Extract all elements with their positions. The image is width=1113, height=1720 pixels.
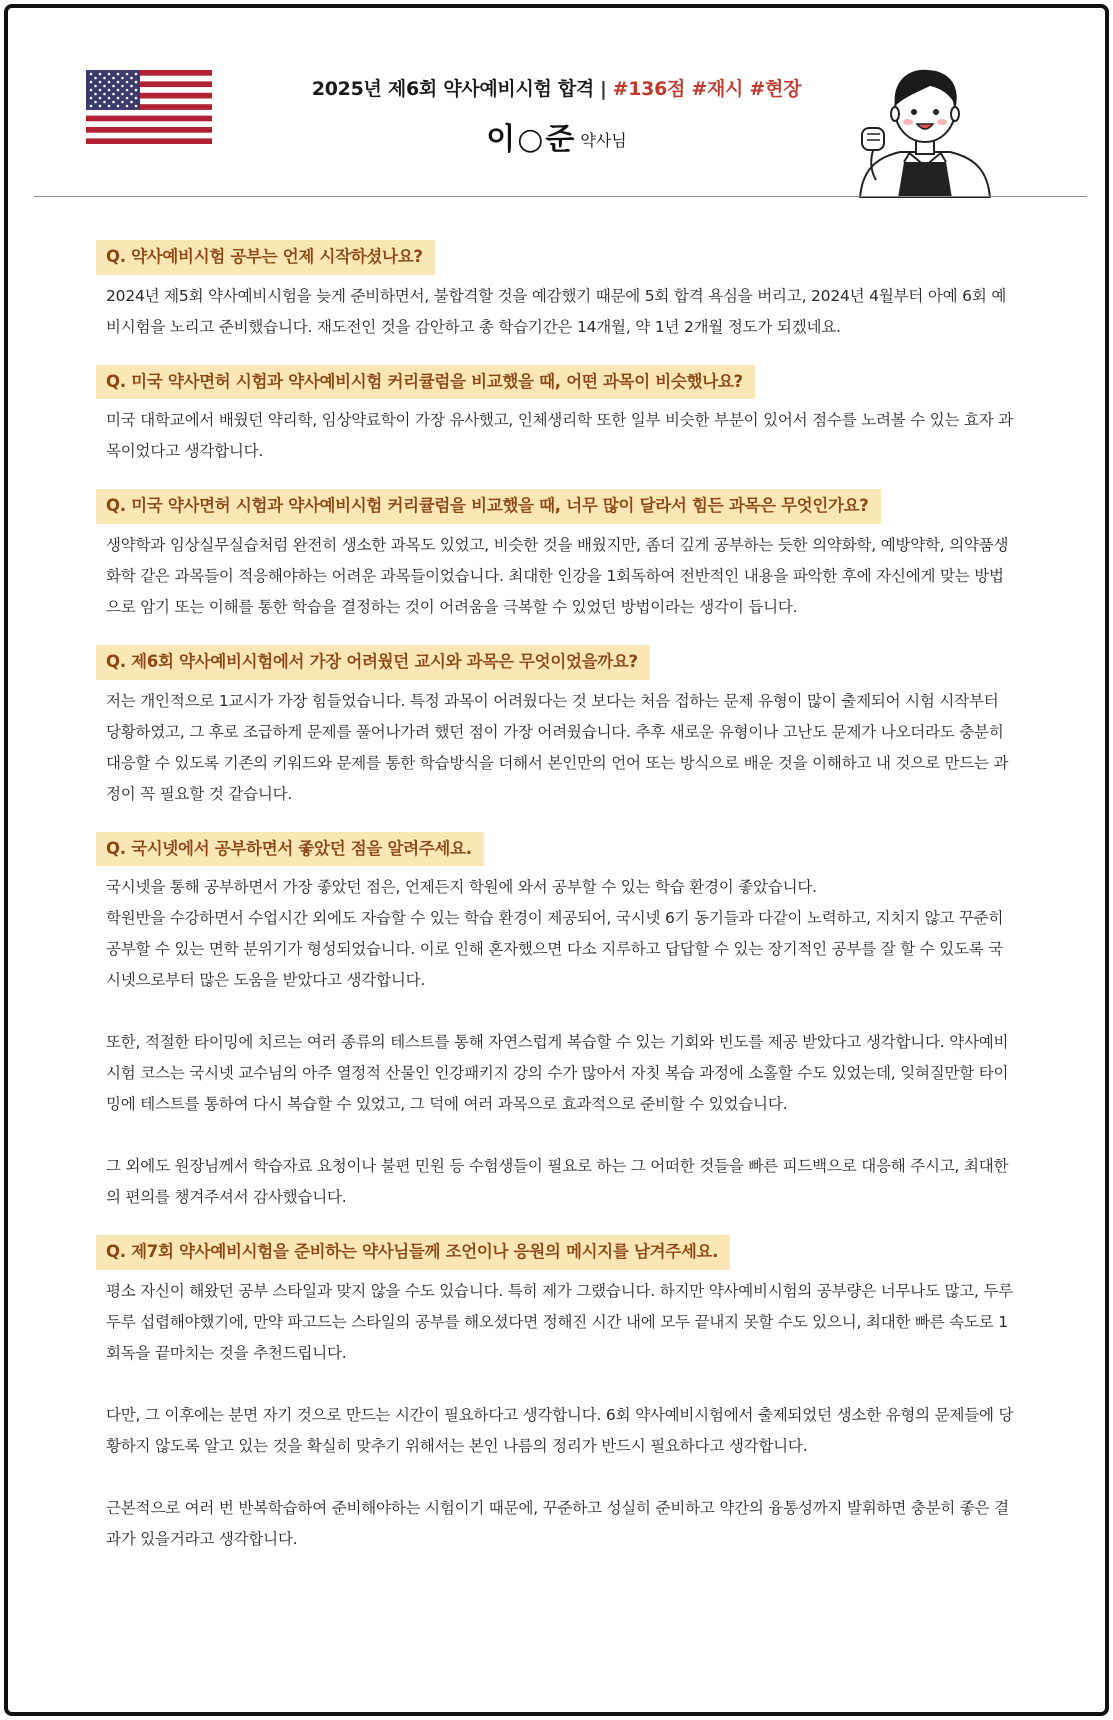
question-heading: Q. 약사예비시험 공부는 언제 시작하셨나요? [96, 240, 435, 275]
answer-paragraph: 그 외에도 원장님께서 학습자료 요청이나 불편 민원 등 수험생들이 필요로 하는 그 어떠한 것들을 빠른 피드백으로 대응해 주시고, 최대한의 편의를 챙겨주셔서 감사했습니다. [106, 1157, 1009, 1207]
title-tags: #136점 #재시 #현장 [612, 78, 802, 100]
answer-paragraph: 다만, 그 이후에는 분면 자기 것으로 만드는 시간이 필요하다고 생각합니다. 6회 약사예비시험에서 출제되었던 생소한 유형의 문제들에 당황하지 않도록 알고 있는 것을 확실히 맞추기 위해서는 본인 나름의 정리가 반드시 필요하다고 생각합니다. [106, 1405, 1014, 1455]
answer-paragraph: 평소 자신이 해왔던 공부 스타일과 맞지 않을 수도 있습니다. 특히 제가 그랬습니다. 하지만 약사예비시험의 공부량은 너무나도 많고, 두루두루 섭렵해야했기에, 만약 파고드는 스타일의 공부를 해오셨다면 정해진 시간 내에 모두 끝내지 못할 수도 있으니, 최대한 빠른 속도로 1회독을 끝마치는 것을 추천드립니다. [106, 1281, 1014, 1362]
answer-paragraph: 저는 개인적으로 1교시가 가장 힘들었습니다. 특정 과목이 어려웠다는 것 보다는 처음 접하는 문제 유형이 많이 출제되어 시험 시작부터 당황하였고, 그 후로 조급하게 문제를 풀어나가려 했던 점이 가장 어려웠습니다. 추후 새로운 유형이나 고난도 문제가 나오더라도 충분히 대응할 수 있도록 기존의 키워드와 문제를 통한 학습방식을 더해서 본인만의 언어 또는 방식으로 배운 것을 이해하고 내 것으로 만드는 과정이 꼭 필요할 것 같습니다. [106, 691, 1009, 803]
qa-item [106, 645, 1016, 810]
answer-paragraph: 생약학과 임상실무실습처럼 완전히 생소한 과목도 있었고, 비슷한 것을 배웠지만, 좀더 깊게 공부하는 듯한 의약화학, 예방약학, 의약품생화학 같은 과목들이 적응해야하는 어려운 과목들이었습니다. 최대한 인강을 1회독하여 전반적인 내용을 파악한 후에 자신에게 맞는 방법으로 암기 또는 이해를 통한 학습을 결정하는 것이 어려움을 극복할 수 있었던 방법이라는 생각이 듭니다. [106, 535, 1009, 616]
qa-item [106, 240, 1016, 343]
header-divider [34, 196, 1087, 197]
answer-paragraph: 근본적으로 여러 번 반복학습하여 준비해야하는 시험이기 때문에, 꾸준하고 성실히 준비하고 약간의 융통성까지 발휘하면 충분히 좋은 결과가 있을거라고 생각합니다. [106, 1498, 1009, 1548]
answer-text [106, 872, 1016, 1213]
question-heading: Q. 국시넷에서 공부하면서 좋았던 점을 알려주세요. [96, 832, 484, 867]
answer-text [106, 1276, 1016, 1555]
answer-paragraph: 또한, 적절한 타이밍에 치르는 여러 종류의 테스트를 통해 자연스럽게 복습할 수 있는 기회와 빈도를 제공 받았다고 생각합니다. 약사예비시험 코스는 국시넷 교수님의 아주 열정적 산물인 인강패키지 강의 수가 많아서 자칫 복습 과정에 소홀할 수도 있었는데, 잊혀질만할 타이밍에 테스트를 통하여 다시 복습할 수 있었고, 그 덕에 여러 과목으로 효과적으로 준비할 수 있었습니다. [106, 1033, 1009, 1114]
question-heading: Q. 미국 약사면허 시험과 약사예비시험 커리큘럼을 비교했을 때, 너무 많이 달라서 힘든 과목은 무엇인가요? [96, 489, 881, 524]
title-text: 2025년 제6회 약사예비시험 합격 [311, 78, 594, 100]
question-heading: Q. 제6회 약사예비시험에서 가장 어려웠던 교시와 과목은 무엇이었을까요? [96, 645, 650, 680]
qa-item [106, 365, 1016, 468]
qa-item [106, 1235, 1016, 1555]
question-heading: Q. 미국 약사면허 시험과 약사예비시험 커리큘럼을 비교했을 때, 어떤 과목이 비슷했나요? [96, 365, 755, 400]
answer-paragraph: 국시넷을 통해 공부하면서 가장 좋았던 점은, 언제든지 학원에 와서 공부할 수 있는 학습 환경이 좋았습니다. [106, 878, 817, 897]
author-name-text: 이○준 [486, 122, 577, 157]
answer-paragraph: 학원반을 수강하면서 수업시간 외에도 자습할 수 있는 학습 환경이 제공되어, 국시넷 6기 동기들과 다같이 노력하고, 지치지 않고 꾸준히 공부할 수 있는 면학 분위기가 형성되었습니다. 이로 인해 혼자했으면 다소 지루하고 답답할 수 있는 장기적인 공부를 잘 할 수 있도록 국시넷으로부터 많은 도움을 받았다고 생각합니다. [106, 909, 1004, 990]
review-card [4, 4, 1109, 1716]
question-heading: Q. 제7회 약사예비시험을 준비하는 약사님들께 조언이나 응원의 메시지를 남겨주세요. [96, 1235, 730, 1270]
answer-text [106, 405, 1016, 467]
answer-paragraph: 2024년 제5회 약사예비시험을 늦게 준비하면서, 불합격할 것을 예감했기 때문에 5회 합격 욕심을 버리고, 2024년 4월부터 아예 6회 예비시험을 노리고 준비했습니다. 재도전인 것을 감안하고 총 학습기간은 14개월, 약 1년 2개월 정도가 되겠네요. [106, 286, 1007, 336]
header [8, 8, 1105, 198]
qa-item [106, 832, 1016, 1214]
qa-item [106, 489, 1016, 623]
title-separator: | [599, 78, 607, 100]
author-name-suffix: 약사님 [580, 131, 627, 150]
answer-text [106, 530, 1016, 623]
answer-text [106, 686, 1016, 810]
pharmacist-character-icon [840, 62, 1010, 198]
qa-list [106, 240, 1016, 1577]
answer-text [106, 281, 1016, 343]
answer-paragraph: 미국 대학교에서 배웠던 약리학, 임상약료학이 가장 유사했고, 인체생리학 또한 일부 비슷한 부분이 있어서 점수를 노려볼 수 있는 효자 과목이었다고 생각합니다. [106, 411, 1014, 461]
